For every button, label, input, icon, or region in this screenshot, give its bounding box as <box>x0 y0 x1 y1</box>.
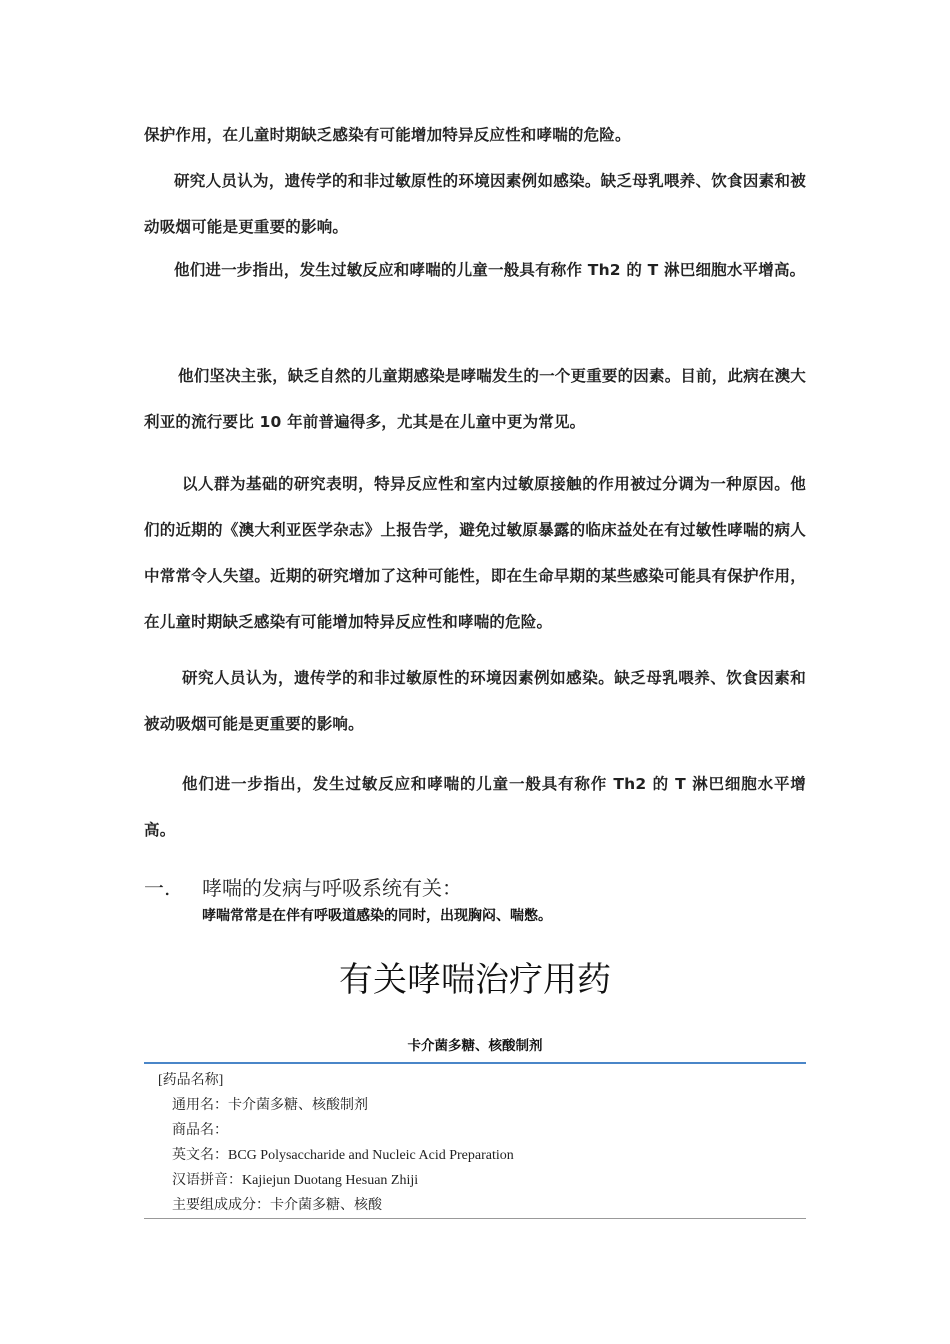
paragraph-7: 他们进一步指出，发生过敏反应和哮喘的儿童一般具有称作 Th2 的 T 淋巴细胞水平增高。 <box>144 775 806 839</box>
drug-info-ingredients: 主要组成成分：卡介菌多糖、核酸 <box>172 1198 382 1213</box>
paragraph-6: 研究人员认为，遗传学的和非过敏原性的环境因素例如感染。缺乏母乳喂养、饮食因素和被动吸烟可能是更重要的影响。 <box>144 669 806 733</box>
divider-top <box>144 1062 806 1064</box>
drug-info-pinyin: 汉语拼音：Kajiejun Duotang Hesuan Zhiji <box>172 1173 419 1188</box>
paragraph-3: 他们进一步指出，发生过敏反应和哮喘的儿童一般具有称作 Th2 的 T 淋巴细胞水平增高。 <box>174 261 806 279</box>
drug-info-english-name: 英文名：BCG Polysaccharide and Nucleic Acid Preparation <box>172 1148 514 1163</box>
drug-info-block <box>144 1068 806 1218</box>
drug-info-trade-name: 商品名： <box>172 1123 228 1138</box>
paragraph-1: 保护作用，在儿童时期缺乏感染有可能增加特异反应性和哮喘的危险。 <box>144 126 631 144</box>
main-title: 有关哮喘治疗用药 <box>339 960 611 1000</box>
paragraph-4: 他们坚决主张，缺乏自然的儿童期感染是哮喘发生的一个更重要的因素。目前，此病在澳大利亚的流行要比 10 年前普遍得多，尤其是在儿童中更为常见。 <box>144 367 807 431</box>
section-heading <box>144 872 462 901</box>
drug-info-generic-name: 通用名：卡介菌多糖、核酸制剂 <box>172 1098 368 1113</box>
paragraph-5: 以人群为基础的研究表明，特异反应性和室内过敏原接触的作用被过分调为一种原因。他们的近期的《澳大利亚医学杂志》上报告学，避免过敏原暴露的临床益处在有过敏性哮喘的病人中常常令人失望。近期的研究增加了这种可能性，即在生命早期的某些感染可能具有保护作用，在儿童时期缺乏感染有可能增加特异反应性和哮喘的危险。 <box>144 475 806 631</box>
section-subtitle: 哮喘常常是在伴有呼吸道感染的同时，出现胸闷、喘憋。 <box>202 908 552 924</box>
drug-info-header: [药品名称] <box>158 1073 224 1088</box>
section-title: 哮喘的发病与呼吸系统有关： <box>202 876 462 900</box>
drug-title: 卡介菌多糖、核酸制剂 <box>407 1038 543 1054</box>
section-number: 一. <box>144 876 171 900</box>
paragraph-2: 研究人员认为，遗传学的和非过敏原性的环境因素例如感染。缺乏母乳喂养、饮食因素和被动吸烟可能是更重要的影响。 <box>144 172 806 236</box>
divider-bottom <box>144 1218 806 1219</box>
